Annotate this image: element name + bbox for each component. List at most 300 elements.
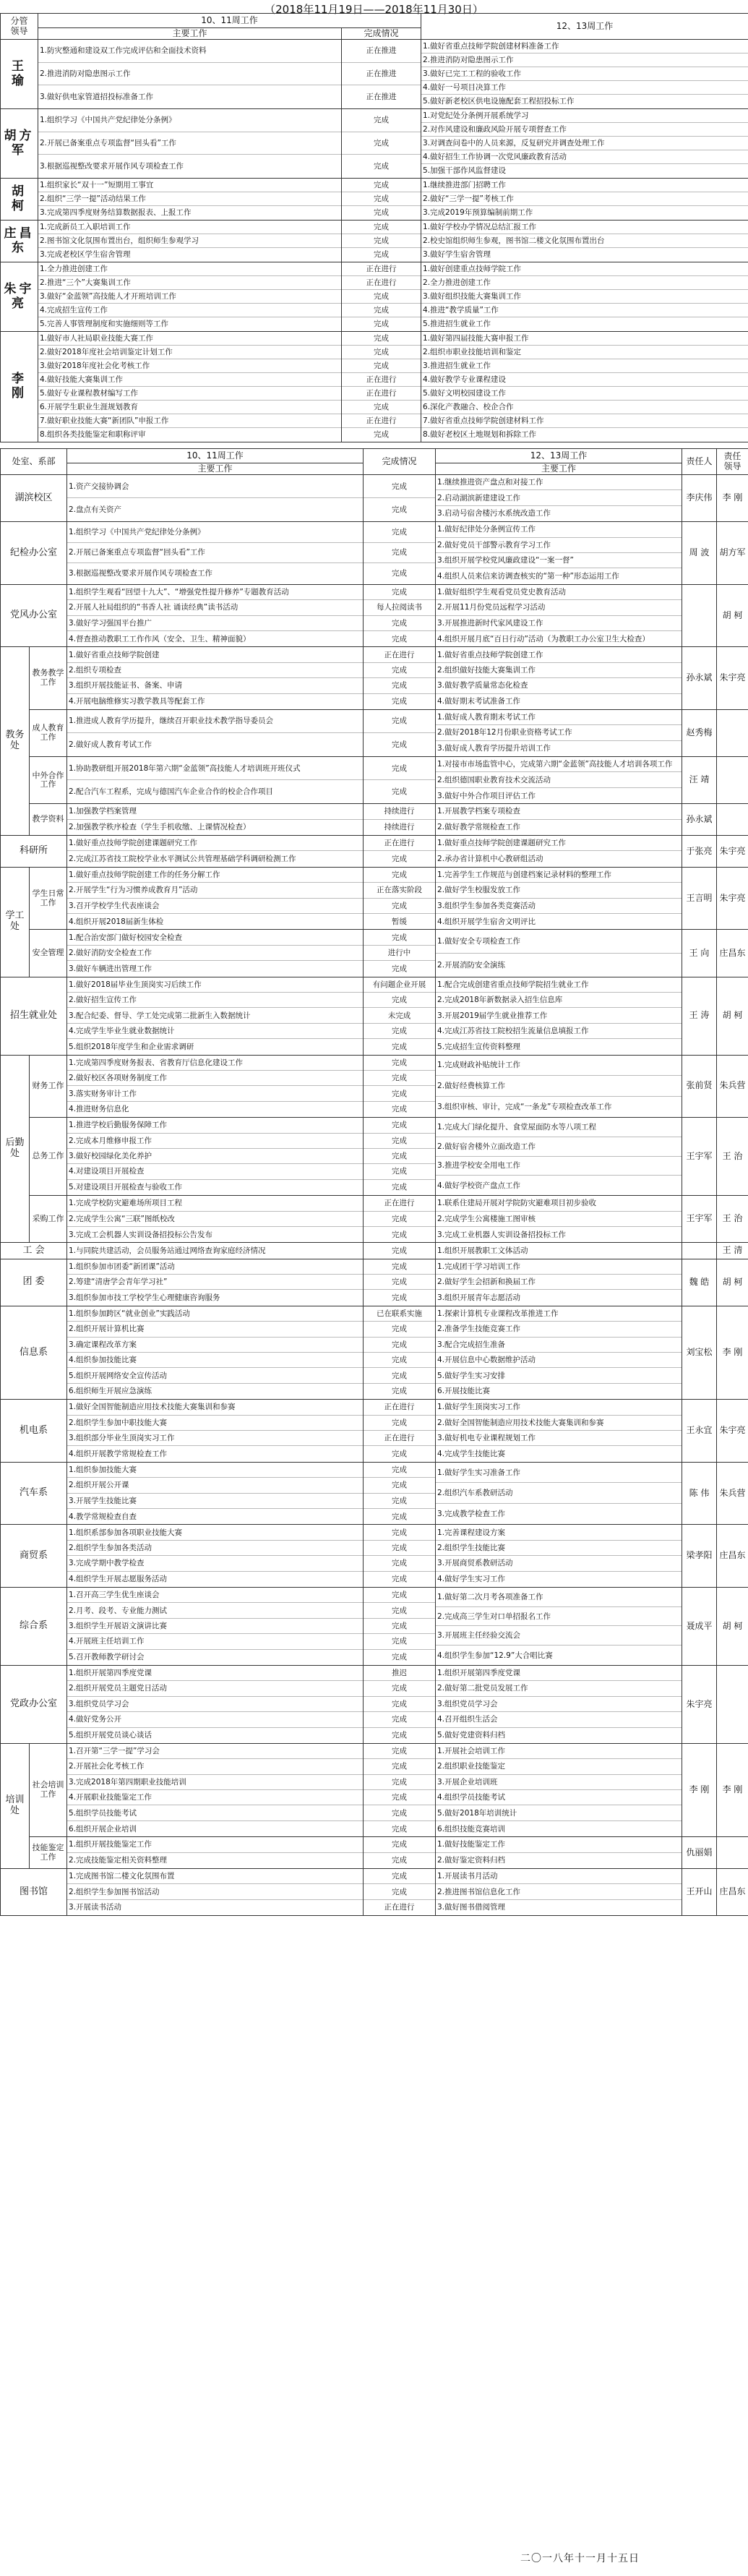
dept-subunit: 成人教育工作 (30, 709, 67, 756)
dept-name: 机电系 (1, 1400, 67, 1463)
work-item: 1.做好重点技师学院创建工作的任务分解工作 (67, 868, 363, 883)
status-value: 完成 (392, 1575, 408, 1584)
plan-item: 2.校史馆组织师生参观，图书馆二楼文化氛围布置出台 (421, 234, 748, 248)
status-value: 完成 (364, 1759, 435, 1774)
dept-next-work (436, 1462, 682, 1525)
owner-header: 责任人 (682, 449, 717, 475)
work-item: 1.做好省重点技师学院创建 (67, 647, 363, 662)
plan-item: 7.做好省重点技师学院创建材料工作 (421, 414, 748, 428)
status-value: 完成 (364, 1712, 435, 1727)
work-item: 1.组织参加市团委“新团课”活动 (67, 1259, 363, 1275)
dept-prev-status (364, 1665, 436, 1743)
responsible-leader: 朱宇亮 (717, 1400, 748, 1463)
work-item: 3.做好2018年度社会化考核工作 (38, 359, 341, 373)
dept-prev-work (67, 757, 364, 804)
plan-item: 8.做好老校区土地规划和拆除工作 (423, 430, 537, 440)
work-item: 1.推进学校后勤服务保障工作 (67, 1118, 363, 1133)
work-item: 4.组织参加技能比赛 (67, 1353, 363, 1368)
plan-item: 2.组织职业技能鉴定 (436, 1759, 682, 1774)
work-item: 3.完成工会机器人实训设备招投标公告发布 (69, 1230, 213, 1239)
status-value: 完成 (364, 899, 435, 914)
work-item: 2.做好2018年度社会培训鉴定计划工作 (38, 346, 341, 359)
dept-name: 招生就业处 (1, 977, 67, 1055)
dept-next-work (436, 757, 682, 804)
work-item: 2.做好校区各项财务制度工作 (67, 1071, 363, 1086)
work-item: 2.完成技能鉴定相关资料整理 (69, 1856, 168, 1865)
responsible-leader: 朱兵营 (717, 1055, 748, 1118)
work-item: 3.做好供电家管道招投标准备工作 (40, 93, 154, 102)
status-value: 完成 (364, 1588, 435, 1603)
status-value: 完成 (364, 1149, 435, 1164)
dept-prev-status (364, 584, 436, 647)
work-item: 1.做好重点技师学院创建课题研究工作 (67, 836, 363, 851)
owner-name: 王开山 (682, 1869, 717, 1916)
leader-prev-status (342, 40, 421, 109)
dept-prev-status (364, 977, 436, 1055)
owner-name: 王宇军 (682, 1196, 717, 1243)
status-value: 完成 (392, 740, 408, 750)
work-item: 2.组织学生参加图书馆活动 (67, 1884, 363, 1899)
status-value: 完成 (364, 543, 435, 564)
plan-item: 3.组织开展青年志愿活动 (437, 1293, 521, 1303)
dept-row (1, 1743, 748, 1836)
work-item: 3.做好学习强国平台推广 (67, 616, 363, 631)
work-item: 1.组织参加技能大赛 (67, 1463, 363, 1478)
work-item: 2.图书馆文化氛围布置出台，组织师生参观学习 (38, 234, 341, 248)
status-value: 完成 (392, 1105, 408, 1114)
dept-prev-work (67, 1118, 364, 1196)
dept-subunit: 中外合作工作 (30, 757, 67, 804)
plan-item: 5.推进招生就业工作 (423, 320, 491, 329)
work-item: 2.开展学生“行为习惯养成教育月”活动 (67, 883, 363, 898)
status-value: 持续进行 (364, 804, 435, 819)
plan-item: 2.推进消防对隐患图示工作 (421, 54, 748, 67)
status-value: 正在进行 (384, 1903, 415, 1912)
status-value: 暂缓 (392, 917, 408, 926)
owner-name: 聂成平 (682, 1587, 717, 1665)
leader-name: 李 刚 (1, 332, 38, 442)
leader-prev-work (38, 179, 342, 221)
work-item: 1.加强教学档案管理 (67, 804, 363, 819)
status-value: 完成 (364, 1368, 435, 1383)
dept-prev-work (67, 1869, 364, 1916)
status-value: 完成 (364, 1322, 435, 1337)
work-item: 2.开展社会化考核工作 (67, 1759, 363, 1774)
status-value: 完成 (364, 1869, 435, 1884)
plan-item: 5.做好文明校园建设工作 (421, 387, 748, 401)
status-value: 完成 (364, 1478, 435, 1493)
status-value: 完成 (342, 401, 421, 414)
work-item: 2.组织开展公开课 (67, 1478, 363, 1493)
dept-week1011-header: 10、11周工作 (67, 449, 364, 463)
status-value: 完成 (392, 569, 408, 578)
work-item: 1.推进成人教育学历提升，继续召开职业技术教学指导委员会 (67, 710, 363, 733)
work-item: 3.配合纪委、督导、学工处完成第二批新生入数据统计 (67, 1008, 363, 1023)
status-value: 完成 (392, 1042, 408, 1051)
responsible-leader: 王 清 (717, 1243, 748, 1259)
dept-row (1, 1837, 748, 1869)
plan-item: 3.开展2019届学生就业推荐工作 (436, 1008, 682, 1023)
status-value: 完成 (392, 1230, 408, 1239)
plan-item: 1.做好组织学生观看党员党史教育活动 (436, 585, 682, 600)
work-item: 2.组织开展党员主题党日活动 (67, 1681, 363, 1696)
dept-prev-status (364, 1837, 436, 1869)
status-value: 完成 (342, 290, 421, 304)
status-value: 完成 (364, 616, 435, 631)
dept-prev-work (67, 1306, 364, 1399)
work-item: 6.组织师生开展应急演练 (69, 1387, 152, 1396)
status-value: 完成 (392, 1387, 408, 1396)
status-value: 完成 (392, 634, 408, 643)
dept-prev-status (364, 1196, 436, 1243)
responsible-leader: 李 刚 (717, 1743, 748, 1836)
status-value: 完成 (364, 678, 435, 693)
work-item: 2.筹建“清唐学会青年学习社” (67, 1275, 363, 1290)
plan-item: 1.继续推进资产盘点和对接工作 (436, 475, 682, 490)
leader-next-work (421, 179, 748, 221)
plan-item: 2.全力推进创建工作 (421, 276, 748, 290)
status-value: 完成 (364, 1697, 435, 1712)
plan-item: 3.推进招生就业工作 (421, 359, 748, 373)
plan-item: 1.做好成人教育期末考试工作 (436, 710, 682, 725)
leader-prev-status (342, 109, 421, 179)
work-item: 1.组织开展第四季度党课 (67, 1666, 363, 1681)
status-value: 完成 (364, 1634, 435, 1649)
plan-item: 3.开展企业培训班 (436, 1775, 682, 1790)
status-value: 有问题企业开展 (364, 977, 435, 993)
dept-prev-work (67, 836, 364, 868)
status-value: 完成 (364, 585, 435, 600)
plan-item: 2.做好党员干部警示教育学习工作 (436, 538, 682, 553)
status-value: 每人拉阅读书 (364, 600, 435, 615)
plan-item: 3.开展商贸系教研活动 (436, 1556, 682, 1571)
work-item: 1.完成第四季度财务报表、省教育厅信息化建设工作 (67, 1056, 363, 1071)
status-value: 完成 (392, 1653, 408, 1662)
work-item: 2.开展已备案重点专项监督“回头看”工作 (38, 132, 341, 155)
status-value: 完成 (364, 1744, 435, 1759)
plan-item: 2.对作风建设和廉政风险开展专项督查工作 (421, 123, 748, 137)
status-value: 正在进行 (342, 414, 421, 428)
status-value: 完成 (364, 868, 435, 883)
dept-prev-status (364, 1525, 436, 1588)
dept-prev-work (67, 1743, 364, 1836)
work-item: 1.组织参加跨区“就业创业”实践活动 (67, 1306, 363, 1322)
status-value: 正在推进 (342, 63, 421, 86)
dept-prev-status (364, 522, 436, 585)
status-value: 完成 (392, 1512, 408, 1521)
status-value: 推迟 (364, 1666, 435, 1681)
dept-next-work (436, 1243, 682, 1259)
plan-item: 2.做好“三学一提”考核工作 (421, 192, 748, 206)
resp-leader-header: 责任 领导 (717, 449, 748, 475)
plan-item: 4.开展信息中心数据维护活动 (436, 1353, 682, 1368)
dept-row (1, 1587, 748, 1665)
dept-next-work (436, 1743, 682, 1836)
owner-name: 于张亮 (682, 836, 717, 868)
status-value: 完成 (364, 1619, 435, 1634)
plan-item: 3.组织党员学习会 (436, 1697, 682, 1712)
status-value: 完成 (364, 1275, 435, 1290)
plan-item: 1.做好创建重点技师学院工作 (421, 262, 748, 276)
work-item: 3.组织开展技能证书、备案、申请 (67, 678, 363, 693)
plan-item: 4.组织学生参加“12.9”大合唱比赛 (437, 1651, 553, 1660)
dept-prev-status (364, 1306, 436, 1399)
dept-name: 科研所 (1, 836, 67, 868)
dept-row (1, 867, 748, 930)
leader-next-work (421, 40, 748, 109)
owner-name: 王言明 (682, 867, 717, 930)
work-item: 3.完成老校区学生宿舍管理 (40, 250, 131, 260)
status-value: 正在推进 (342, 40, 421, 63)
owner-name: 周 波 (682, 522, 717, 585)
status-value: 完成 (392, 1824, 408, 1833)
main-work-header: 主要工作 (38, 28, 342, 40)
dept-subunit: 采购工作 (30, 1196, 67, 1243)
dept-name: 汽车系 (1, 1462, 67, 1525)
status-value: 完成 (392, 1183, 408, 1192)
status-value: 完成 (392, 855, 408, 864)
status-value: 完成 (364, 1071, 435, 1086)
status-value: 正在进行 (342, 373, 421, 387)
plan-item: 2.推进图书馆信息化工作 (436, 1884, 682, 1899)
plan-item: 1.完善学生工作规范与创建档案记录材料的整理工作 (436, 868, 682, 883)
dept-prev-work (67, 977, 364, 1055)
plan-item: 3.组织开展学校党风廉政建设“一案一督” (436, 553, 682, 568)
status-value: 完成 (392, 505, 408, 515)
plan-item: 2.完成学生公寓楼施工图审核 (436, 1212, 682, 1227)
dept-row (1, 930, 748, 977)
owner-name: 陈 伟 (682, 1462, 717, 1525)
responsible-leader: 胡 柯 (717, 1259, 748, 1306)
dept-row (1, 1243, 748, 1259)
work-item: 3.组织部分毕业生顶岗实习工作 (67, 1431, 363, 1446)
owner-name: 刘宝松 (682, 1306, 717, 1399)
work-item: 8.组织各类技能鉴定和职称评审 (40, 430, 146, 440)
leader-name: 胡 柯 (1, 179, 38, 221)
dept-prev-work (67, 1665, 364, 1743)
status-value: 完成 (342, 179, 421, 192)
dept-prev-status (364, 1400, 436, 1463)
plan-item: 2.承办省计算机中心教研组活动 (437, 855, 543, 864)
dept-next-work (436, 867, 682, 930)
dept-prev-work (67, 647, 364, 710)
dept-row (1, 1869, 748, 1916)
work-item: 4.开展班主任培训工作 (67, 1634, 363, 1649)
status-value: 正在进行 (364, 836, 435, 851)
leader-prev-work (38, 221, 342, 262)
status-value: 进行中 (364, 946, 435, 961)
responsible-leader (717, 804, 748, 836)
status-value: 完成 (364, 1118, 435, 1133)
status-value: 正在进行 (364, 1400, 435, 1415)
status-value: 完成 (364, 1086, 435, 1101)
dept-name: 湖滨校区 (1, 475, 67, 522)
plan-item: 4.做好教学专业课程建设 (421, 373, 748, 387)
dept-row (1, 522, 748, 585)
dept-next-work (436, 1665, 682, 1743)
leader-row (1, 262, 748, 332)
owner-name: 王 涛 (682, 977, 717, 1055)
dept-row (1, 1306, 748, 1399)
dept-next-work (436, 977, 682, 1055)
dept-row (1, 475, 748, 522)
leader-row (1, 40, 748, 109)
work-item: 1.完成学校防灾避难场所项目工程 (67, 1196, 363, 1211)
plan-item: 4.组织人员来信来访调查核实的“第一种”形态运用工作 (437, 572, 619, 581)
dept-name: 党政办公室 (1, 1665, 67, 1743)
plan-item: 3.做好图书借阅管理 (437, 1903, 506, 1912)
dept-row (1, 1665, 748, 1743)
leader-row (1, 179, 748, 221)
dept-prev-work (67, 584, 364, 647)
plan-item: 5.做好新老校区供电设施配套工程招投标工作 (423, 97, 575, 106)
work-item: 2.组织“三学一提”活动结果工作 (38, 192, 341, 206)
work-item: 5.组织学员技能考试 (67, 1805, 363, 1820)
status-value: 完成 (364, 757, 435, 780)
plan-item: 1.完成财政补贴统计工作 (436, 1056, 682, 1077)
plan-item: 1.继续推进部门招聘工作 (421, 179, 748, 192)
dept-prev-status (364, 1259, 436, 1306)
dept-next-work (436, 930, 682, 977)
status-value: 完成 (364, 522, 435, 543)
status-value: 完成 (392, 1246, 408, 1255)
plan-item: 3.对调查问卷中的人员来源，反复研究并调查处理工作 (421, 137, 748, 150)
responsible-leader: 胡 柯 (717, 584, 748, 647)
status-value: 正在进行 (342, 387, 421, 401)
plan-item: 2.做好第二批党员发展工作 (436, 1681, 682, 1696)
dept-name: 党风办公室 (1, 584, 67, 647)
work-item: 2.推进消防对隐患图示工作 (38, 63, 341, 86)
plan-item: 3.完成2019年预算编制前期工作 (423, 208, 533, 218)
dept-prev-work (67, 930, 364, 977)
work-item: 2.配合汽车工程系，完成与德国汽车企业合作的校企合作项目 (69, 787, 274, 797)
dept-row (1, 647, 748, 710)
work-item: 1.资产交接协调会 (67, 475, 363, 498)
departments-table (0, 448, 748, 1916)
plan-item: 6.开展技能比赛 (437, 1387, 491, 1396)
work-item: 3.根据巡视整改要求开展作风专项检查工作 (69, 569, 213, 578)
work-item: 3.开展读书活动 (69, 1903, 122, 1912)
dept-next-work (436, 1259, 682, 1306)
status-value: 完成 (364, 993, 435, 1008)
dept-prev-work (67, 1837, 364, 1869)
responsible-leader: 庄昌东 (717, 930, 748, 977)
plan-item: 1.做好重点技师学院创建课题研究工作 (436, 836, 682, 851)
plan-item: 2.做好宿舍楼外立面改造工作 (436, 1137, 682, 1157)
plan-item: 4.做好学校资产盘点工作 (437, 1181, 521, 1190)
responsible-leader: 胡 柯 (717, 977, 748, 1055)
plan-item: 2.做好2018年12月份职业资格考试工作 (436, 725, 682, 740)
plan-item: 1.做好技能鉴定工作 (436, 1837, 682, 1852)
dept-prev-status (364, 1118, 436, 1196)
leader-prev-work (38, 262, 342, 332)
work-item: 2.组织开展计算机比赛 (67, 1322, 363, 1337)
responsible-leader (717, 757, 748, 804)
plan-item: 4.组织开展月底“百日行动”活动（为教职工办公室卫生大检查） (437, 634, 650, 643)
status-value: 完成 (342, 332, 421, 346)
work-item: 5.组织开展党员谈心谈话 (69, 1731, 152, 1740)
work-item: 3.开展学生技能比赛 (67, 1494, 363, 1509)
plan-item: 4.做好一号项目决算工作 (421, 81, 748, 95)
work-item: 5.组织2018年度学生和企业需求调研 (69, 1042, 194, 1051)
responsible-leader (717, 709, 748, 756)
plan-item: 4.推进“教学质量”工作 (421, 304, 748, 317)
dept-prev-status (364, 1243, 436, 1259)
work-item: 4.对建设项目开展检查 (67, 1164, 363, 1179)
status-header: 完成情况 (342, 28, 421, 40)
work-item: 4.督查推动教职工工作作风（安全、卫生、精神面貌） (69, 634, 251, 643)
leader-prev-status (342, 221, 421, 262)
plan-item: 1.做好学生实习准备工作 (436, 1463, 682, 1484)
work-item: 2.盘点有关资产 (69, 505, 122, 515)
status-value: 完成 (364, 1212, 435, 1227)
leader-row (1, 109, 748, 179)
plan-item: 3.组织审核、审计，完成“一条龙”专项检查改革工作 (437, 1102, 612, 1111)
responsible-leader: 朱宇亮 (717, 867, 748, 930)
status-value: 完成 (342, 346, 421, 359)
work-item: 4.做好党务公开 (67, 1712, 363, 1727)
dept-main-work-header-2: 主要工作 (436, 463, 682, 475)
responsible-leader: 庄昌东 (717, 1525, 748, 1588)
plan-item: 1.组织开展第四季度党课 (436, 1666, 682, 1681)
work-item: 4.开展电脑维修实习教学教具等配套工作 (69, 697, 205, 706)
plan-item: 3.做好成人教育学历提升培训工作 (437, 744, 551, 753)
work-item: 2.推进“三个”大赛集训工作 (38, 276, 341, 290)
plan-item: 1.对接市市场监管中心，完成第六期“金蓝领”高技能人才培训各项工作 (436, 757, 682, 772)
plan-item: 3.做好学生宿舍管理 (423, 250, 491, 260)
dept-prev-status (364, 475, 436, 522)
dept-next-work (436, 522, 682, 585)
work-item: 3.根据巡视整改要求开展作风专项检查工作 (40, 162, 184, 171)
plan-item: 1.探索计算机专业课程改革推进工作 (436, 1306, 682, 1322)
owner-name: 孙永斌 (682, 804, 717, 836)
plan-item: 2.做好全国智能制造应用技术技能大赛集训和参赛 (436, 1416, 682, 1431)
dept-prev-status (364, 804, 436, 836)
dept-row (1, 1525, 748, 1588)
status-value: 完成 (374, 250, 389, 260)
responsible-leader: 李 刚 (717, 475, 748, 522)
work-item: 2.做好消防安全检查工作 (67, 946, 363, 961)
dept-next-work (436, 1055, 682, 1118)
dept-name: 教务处 (1, 647, 30, 836)
owner-name (682, 1243, 717, 1259)
leader-name: 朱宇亮 (1, 262, 38, 332)
responsible-leader: 胡方军 (717, 522, 748, 585)
dept-prev-work (67, 1462, 364, 1525)
plan-item: 2.准备学生技能竞赛工作 (436, 1322, 682, 1337)
plan-item: 1.做好安全专项检查工作 (436, 930, 682, 953)
work-item: 2.完成江苏省技工院校学业水平测试公共管理基础学科调研检测工作 (69, 855, 296, 864)
status-value: 完成 (364, 710, 435, 733)
dept-next-work (436, 709, 682, 756)
plan-item: 1.做好学生顶岗实习工作 (436, 1400, 682, 1415)
responsible-leader: 胡 柯 (717, 1587, 748, 1665)
work-item: 1.做好全国智能制造应用技术技能大赛集训和参赛 (67, 1400, 363, 1415)
dept-subunit: 总务工作 (30, 1118, 67, 1196)
plan-item: 2.开展11月份党员远程学习活动 (436, 600, 682, 615)
plan-item: 1.开展读书月活动 (436, 1869, 682, 1884)
plan-item: 3.推进学校安全用电工作 (436, 1157, 682, 1176)
leader-prev-work (38, 109, 342, 179)
work-item: 2.加强教学秩序检查（学生手机收缴、上课情况检查） (69, 823, 251, 832)
dept-row (1, 804, 748, 836)
leader-next-work (421, 332, 748, 442)
owner-name: 朱宇亮 (682, 1665, 717, 1743)
status-value: 完成 (392, 697, 408, 706)
dept-prev-status (364, 1743, 436, 1836)
plan-item: 2.完成高三学生对口单招报名工作 (436, 1607, 682, 1627)
dept-main-work-header: 主要工作 (67, 463, 364, 475)
